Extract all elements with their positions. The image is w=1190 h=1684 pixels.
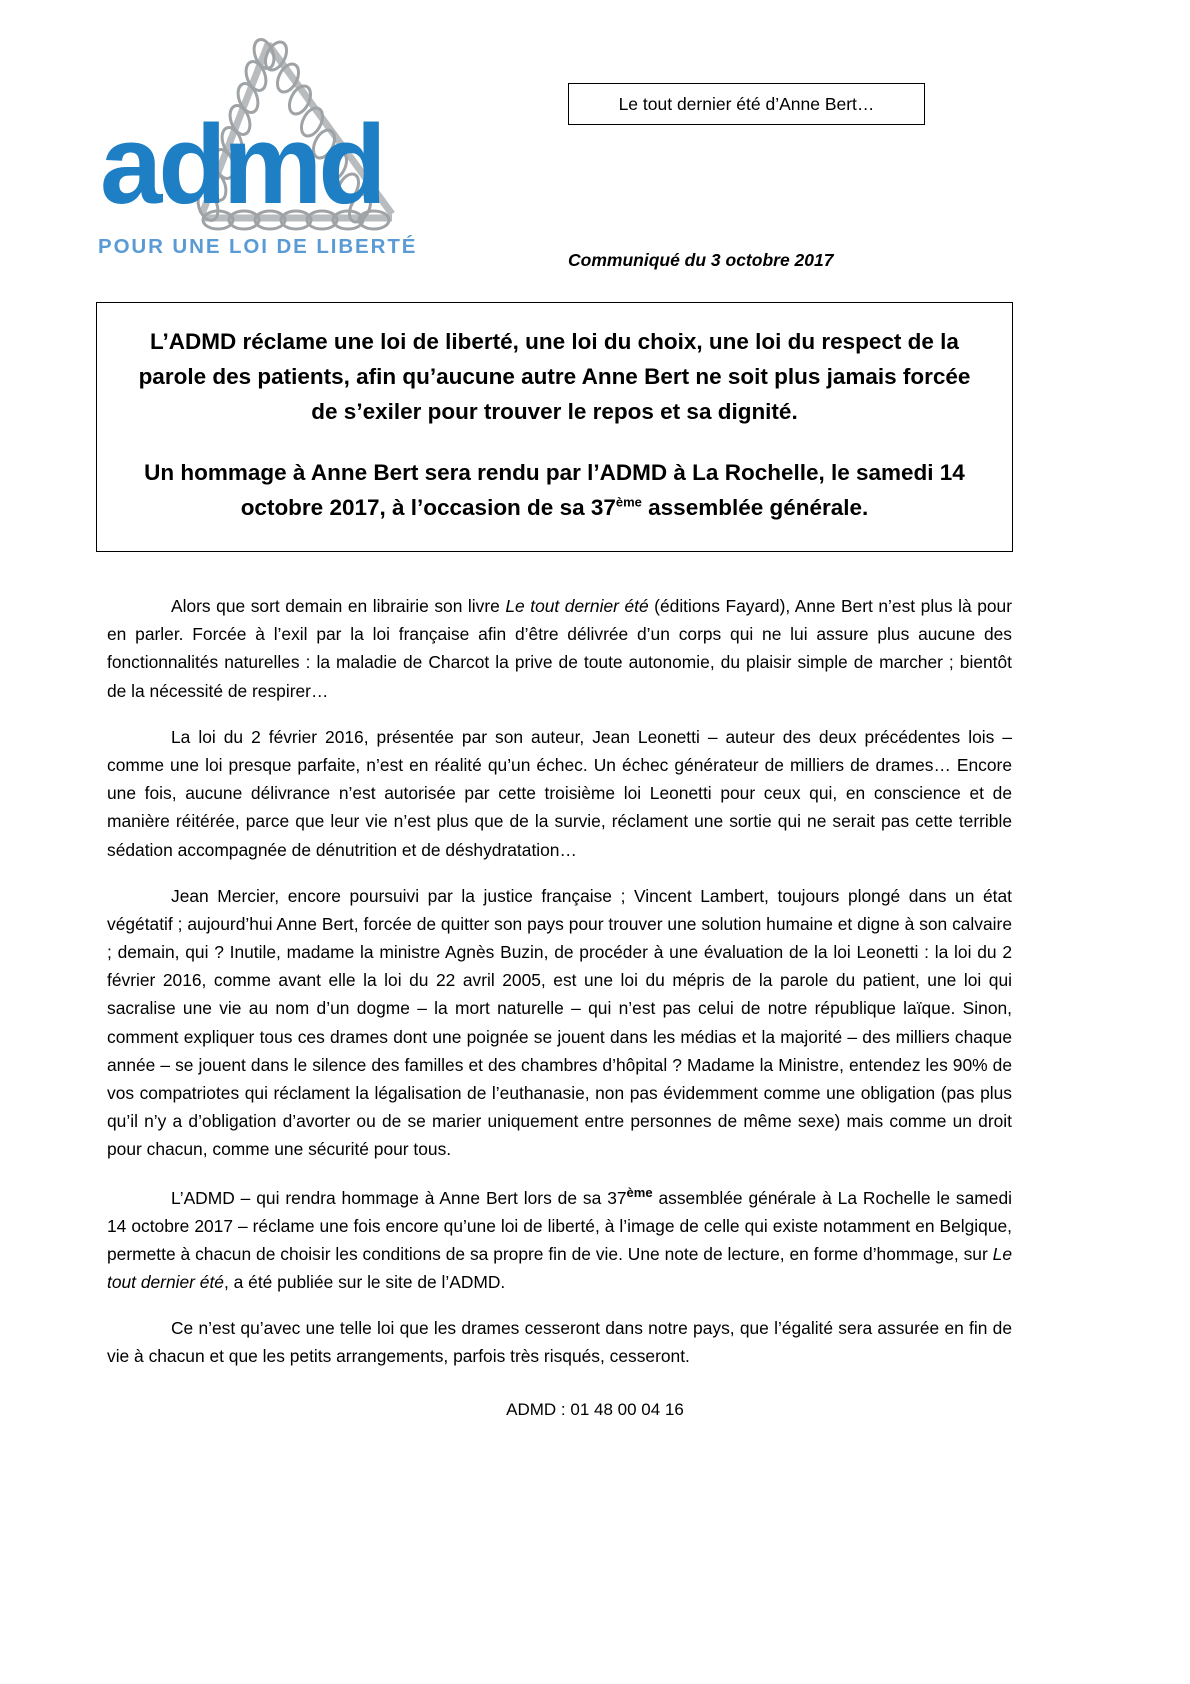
body-paragraph-5: Ce n’est qu’avec une telle loi que les drames cesseront dans notre pays, que l’égalité sera assurée en fin de vie à chacun et que les petits arrangements, parfois très risqués, cesseront. [107,1318,1012,1367]
headline-paragraph-2 [123,456,986,526]
document-body [107,592,1012,1370]
body-paragraph-3: Jean Mercier, encore poursuivi par la justice française ; Vincent Lambert, toujours plongé dans un état végétatif ; aujourd’hui Anne Bert, forcée de quitter son pays pour trouver une solution humaine et digne à son calvaire ; demain, qui ? Inutile, madame la ministre Agnès Buzin, de procéder à une évaluation de la loi Leonetti : la loi du 2 février 2016, comme avant elle la loi du 22 avril 2005, est une loi du mépris de la parole du patient, une loi qui sacralise une vie au nom d’un dogme – la mort naturelle – qui n’est pas celui de notre république laïque. Sinon, comment expliquer tous ces drames dont une poignée se jouent dans les médias et la majorité – des milliers chaque année – se jouent dans le silence des familles et des chambres d’hôpital ? Madame la Ministre, entendez les 90% de vos compatriotes qui réclament la légalisation de l’euthanasie, non pas évidemment comme une obligation (pas plus qu’il n’y a d’obligation d’avorter ou de se marier uniquement entre personnes de même sexe) mais comme un droit pour chacun, comme une sécurité pour tous. [107,885,1012,1160]
headline-paragraph-2-part2: assemblée générale. [641,494,869,520]
document-title-box: Le tout dernier été d’Anne Bert… [568,83,925,125]
body-p4-text-c: , a été publiée sur le site de l’ADMD. [223,1271,506,1292]
body-p4-text-a: L’ADMD – qui rendra hommage à Anne Bert lors de sa 37 [171,1187,627,1208]
headline-paragraph-1: L’ADMD réclame une loi de liberté, une loi du choix, une loi du respect de la parole des patients, afin qu’aucune autre Anne Bert ne soit plus jamais forcée de s’exiler pour trouver le repos et sa dignité. [138,329,971,424]
headline-paragraph-2-part1: Un hommage à Anne Bert sera rendu par l’ADMD à La Rochelle, le samedi 14 octobre 2017, à l’occasion de sa 37 [144,459,965,520]
communique-date: Communiqué du 3 octobre 2017 [568,250,834,270]
body-paragraph-2: La loi du 2 février 2016, présentée par son auteur, Jean Leonetti – auteur des deux précédentes lois – comme une loi presque parfaite, n’est en réalité qu’un échec. Un échec générateur de milliers de drames… Encore une fois, aucune délivrance n’est autorisée par cette troisième loi Leonetti pour ceux qui, en conscience et de manière réitérée, parce que leur vie n’est plus que de la survie, réclament une sortie qui ne serait pas cette terrible sédation accompagnée de dénutrition et de déshydratation… [107,726,1012,860]
admd-chain-triangle-logo [92,28,422,233]
body-p1-text-b: (éditions Fayard), Anne Bert n’est plus là pour en parler. Forcée à l’exil par la loi française afin d’être délivrée d’un corps qui ne lui assure plus aucune des fonctionnalités naturelles : la maladie de Charcot la prive de toute autonomie, du plaisir simple de marcher ; bientôt de la nécessité de respirer… [107,596,1013,701]
document-header [0,0,1190,270]
body-p1-text-a: Alors que sort demain en librairie son livre [171,596,506,616]
body-paragraph-4 [107,1182,1012,1297]
headline-ordinal-suffix: ème [615,494,642,509]
admd-logo [92,28,432,259]
svg-text:admd: admd [100,102,383,227]
book-title-italic-2: Le tout dernier été [107,1243,1012,1292]
body-paragraph-1 [107,592,1012,705]
body-p4-text-b: assemblée générale à La Rochelle le samedi 14 octobre 2017 – réclame une fois encore qu’une loi de liberté, à l’image de celle qui existe notamment en Belgique, permette à chacun de choisir les conditions de sa propre fin de vie. Une note de lecture, en forme d’hommage, sur [107,1187,1012,1264]
book-title-italic-1: Le tout dernier été [505,596,649,616]
footer-contact: ADMD : 01 48 00 04 16 [506,1400,684,1419]
headline-box [96,302,1013,552]
body-p4-ordinal-suffix: ème [626,1184,653,1200]
admd-logo-tagline: POUR UNE LOI DE LIBERTÉ [98,235,418,258]
